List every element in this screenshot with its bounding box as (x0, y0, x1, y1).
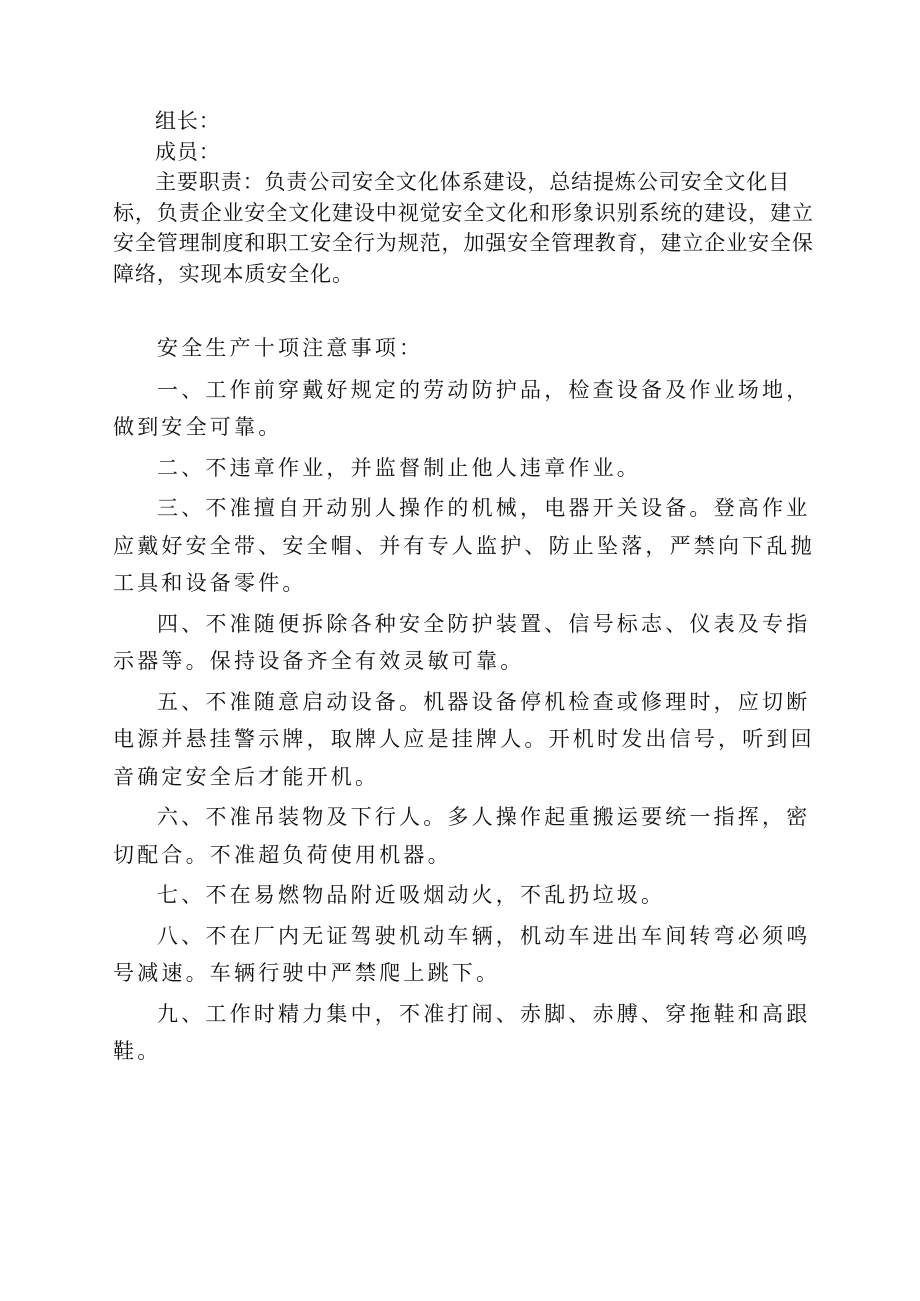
rule-item: 七、不在易燃物品附近吸烟动火，不乱扔垃圾。 (157, 883, 666, 907)
rules-heading: 安全生产十项注意事项： (157, 336, 424, 360)
leader-label: 组长： (155, 109, 221, 133)
rule-item: 三、不准擅自开动别人操作的机械，电器开关设备。登高作业应戴好安全带、安全帽、并有专人监护、防止坠落，严禁向下乱抛工具和设备零件。 (113, 496, 815, 595)
safety-rules-section (113, 330, 828, 1071)
members-label: 成员： (155, 139, 221, 164)
rule-item: 四、不准随便拆除各种安全防护装置、信号标志、仪表及专指示器等。保持设备齐全有效灵敏可靠。 (113, 611, 811, 673)
rule-item: 二、不违章作业，并监督制止他人违章作业。 (157, 455, 641, 480)
rule-item: 八、不在厂内无证驾驶机动车辆，机动车进出车间转弯必须鸣号减速。车辆行驶中严禁爬上跳下。 (113, 923, 811, 985)
rule-item: 六、不准吊装物及下行人。多人操作起重搬运要统一指挥，密切配合。不准超负荷使用机器。 (113, 805, 811, 867)
duties-paragraph: 主要职责：负责公司安全文化体系建设，总结提炼公司安全文化目标，负责企业安全文化建设中视觉安全文化和形象识别系统的建设，建立安全管理制度和职工安全行为规范，加强安全管理教育，建立企业安全保障络，实现本质安全化。 (113, 170, 814, 286)
team-section (113, 106, 828, 289)
rule-item: 五、不准随意启动设备。机器设备停机检查或修理时，应切断电源并悬挂警示牌，取牌人应是挂牌人。开机时发出信号，听到回音确定安全后才能开机。 (113, 689, 815, 789)
rule-item: 一、工作前穿戴好规定的劳动防护品，检查设备及作业场地，做到安全可靠。 (113, 377, 811, 439)
rule-item: 九、工作时精力集中，不准打闹、赤脚、赤膊、穿拖鞋和高跟鞋。 (113, 1001, 811, 1063)
